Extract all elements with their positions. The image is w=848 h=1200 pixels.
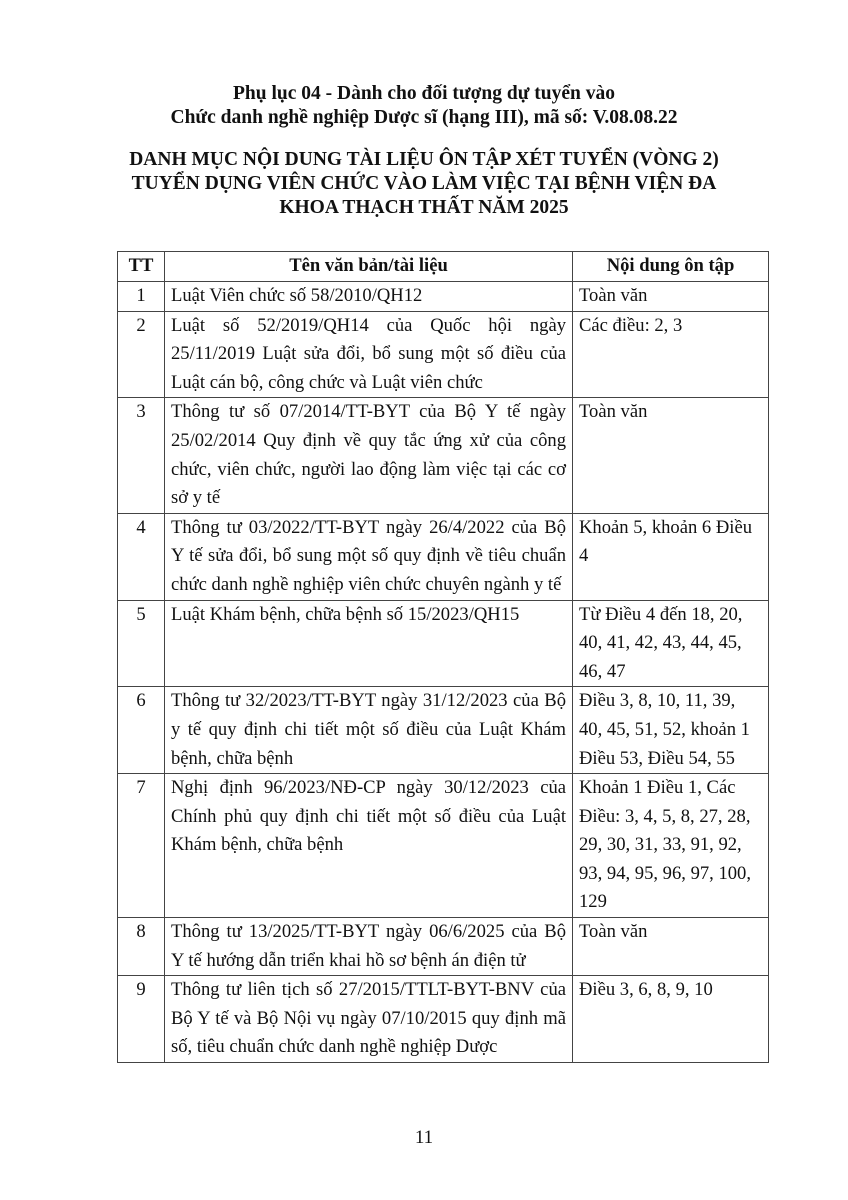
review-content: Điều 3, 8, 10, 11, 39, 40, 45, 51, 52, khoản 1 Điều 53, Điều 54, 55 — [573, 687, 769, 774]
document-name: Luật Viên chức số 58/2010/QH12 — [165, 282, 573, 312]
table-row — [118, 976, 769, 1063]
table-header-row — [118, 252, 769, 282]
appendix-line-2: Chức danh nghề nghiệp Dược sĩ (hạng III), mã số: V.08.08.22 — [170, 107, 678, 128]
row-number: 4 — [118, 513, 165, 600]
review-content: Khoản 5, khoản 6 Điều 4 — [573, 513, 769, 600]
review-content: Từ Điều 4 đến 18, 20, 40, 41, 42, 43, 44, 45, 46, 47 — [573, 600, 769, 687]
appendix-heading — [0, 82, 848, 130]
header-tt: TT — [118, 252, 165, 282]
document-name: Luật Khám bệnh, chữa bệnh số 15/2023/QH15 — [165, 600, 573, 687]
row-number: 8 — [118, 918, 165, 976]
document-title — [0, 148, 848, 220]
row-number: 6 — [118, 687, 165, 774]
row-number: 9 — [118, 976, 165, 1063]
table-row — [118, 311, 769, 398]
table-row — [118, 398, 769, 513]
document-name: Thông tư liên tịch số 27/2015/TTLT-BYT-BNV của Bộ Y tế và Bộ Nội vụ ngày 07/10/2015 quy định mã số, tiêu chuẩn chức danh nghề nghiệp Dược — [165, 976, 573, 1063]
review-content: Toàn văn — [573, 282, 769, 312]
review-content: Các điều: 2, 3 — [573, 311, 769, 398]
row-number: 1 — [118, 282, 165, 312]
title-line-2: TUYỂN DỤNG VIÊN CHỨC VÀO LÀM VIỆC TẠI BỆNH VIỆN ĐA — [131, 173, 717, 194]
table-row — [118, 282, 769, 312]
row-number: 3 — [118, 398, 165, 513]
table-row — [118, 600, 769, 687]
document-name: Nghị định 96/2023/NĐ-CP ngày 30/12/2023 của Chính phủ quy định chi tiết một số điều của Luật Khám bệnh, chữa bệnh — [165, 774, 573, 918]
review-content: Toàn văn — [573, 918, 769, 976]
table-row — [118, 918, 769, 976]
document-name: Thông tư 03/2022/TT-BYT ngày 26/4/2022 của Bộ Y tế sửa đổi, bổ sung một số quy định về tiêu chuẩn chức danh nghề nghiệp viên chức chuyên ngành y tế — [165, 513, 573, 600]
document-name: Luật số 52/2019/QH14 của Quốc hội ngày 25/11/2019 Luật sửa đổi, bổ sung một số điều của Luật cán bộ, công chức và Luật viên chức — [165, 311, 573, 398]
review-content: Khoản 1 Điều 1, Các Điều: 3, 4, 5, 8, 27, 28, 29, 30, 31, 33, 91, 92, 93, 94, 95, 96, 97, 100, 129 — [573, 774, 769, 918]
table-row — [118, 774, 769, 918]
appendix-line-1: Phụ lục 04 - Dành cho đối tượng dự tuyển vào — [232, 83, 616, 104]
row-number: 5 — [118, 600, 165, 687]
review-content: Điều 3, 6, 8, 9, 10 — [573, 976, 769, 1063]
document-name: Thông tư 13/2025/TT-BYT ngày 06/6/2025 của Bộ Y tế hướng dẫn triển khai hồ sơ bệnh án điện tử — [165, 918, 573, 976]
review-content: Toàn văn — [573, 398, 769, 513]
page-number: 11 — [414, 1127, 434, 1148]
row-number: 7 — [118, 774, 165, 918]
title-line-1: DANH MỤC NỘI DUNG TÀI LIỆU ÔN TẬP XÉT TUYỂN (VÒNG 2) — [129, 149, 719, 170]
row-number: 2 — [118, 311, 165, 398]
document-name: Thông tư 32/2023/TT-BYT ngày 31/12/2023 của Bộ y tế quy định chi tiết một số điều của Luật Khám bệnh, chữa bệnh — [165, 687, 573, 774]
study-materials-table — [117, 251, 769, 1063]
title-line-3: KHOA THẠCH THẤT NĂM 2025 — [279, 197, 569, 218]
table-row — [118, 513, 769, 600]
header-review-content: Nội dung ôn tập — [573, 252, 769, 282]
table-row — [118, 687, 769, 774]
header-document-name: Tên văn bản/tài liệu — [165, 252, 573, 282]
document-name: Thông tư số 07/2014/TT-BYT của Bộ Y tế ngày 25/02/2014 Quy định về quy tắc ứng xử của công chức, viên chức, người lao động làm việc tại các cơ sở y tế — [165, 398, 573, 513]
